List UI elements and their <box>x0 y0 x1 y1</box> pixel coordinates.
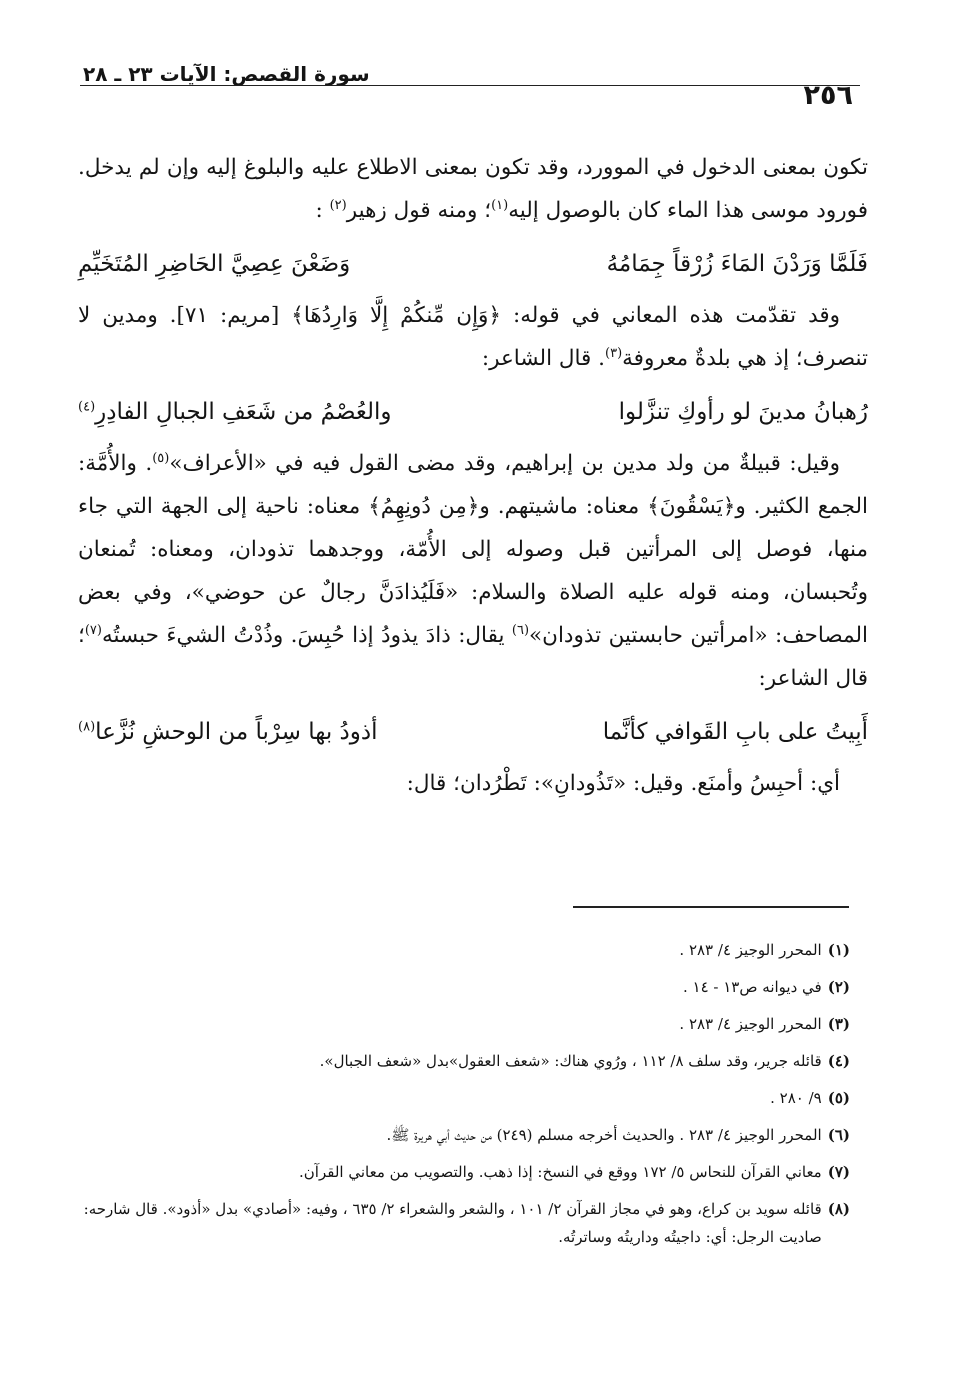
footnote <box>82 1125 850 1149</box>
text-run: ؛ قال الشاعر: <box>78 623 868 691</box>
footnote <box>82 1088 850 1112</box>
verse-right-hemistich: فَلَمَّا وَرَدْنَ المَاءَ زُرْقاً جِمَامُهُ <box>606 251 868 277</box>
footnote-ref: (٤) <box>78 399 96 415</box>
footnote-text: المحرر الوجيز ٤/ ٢٨٣ . والحديث أخرجه مسلم (٢٤٩) من حديث أبي هريرة ﷺ. <box>386 1126 822 1144</box>
text-run: . والأُمَّة: الجمع الكثير. و <box>78 451 868 519</box>
footnote-number: (١) <box>827 941 850 959</box>
paragraph-2 <box>78 294 868 380</box>
footnote-ref: (٣) <box>605 345 623 361</box>
page-number: ٢٥٦ <box>803 80 853 111</box>
text-run: يقال: ذادَ يذودُ إذا حُبِسَ. وذُدْتُ الشيءَ حبستُه <box>101 623 505 648</box>
paragraph-4: أي: أحبِسُ وأمنَع. وقيل: «تَذُودانِ»: تَطْرُدان؛ قال: <box>406 771 840 796</box>
text-run: معناه: ناحية إلى الجهة التي جاء منها، فوصل إلى المرأتين قبل وصوله إلى الأُمّة، ووجدهما تذودان، ومعناه: تُمنعان وتُحبسان، ومنه قوله عليه الصلاة والسلام: «فَلَيُذادَنَّ رجالٌ عن حوضي»، وفي بعض المصاحف: «امرأتين حابستين تذودان» <box>78 494 868 648</box>
footnote-ref: (١) <box>491 197 509 213</box>
poetry-verse-3 <box>78 710 868 754</box>
quran-quote: ﴿وَإِن مِّنكُمْ إِلَّا وَارِدُهَا﴾ <box>291 303 502 328</box>
footnote-text: المحرر الوجيز ٤/ ٢٨٣ . <box>679 941 822 959</box>
verse-left-hemistich: وَضَعْنَ عِصِيَّ الحَاضِرِ المُتَخَيِّمِ <box>78 251 351 277</box>
footnote-text: معاني القرآن للنحاس ٥/ ١٧٢ ووقع في النسخ: إذا ذهب. والتصويب من معاني القرآن. <box>299 1163 822 1181</box>
footnote-number: (٧) <box>827 1163 850 1181</box>
text-run: معناه: ماشيتهم. و <box>479 494 640 519</box>
footnote-ref: (٦) <box>511 622 530 638</box>
surah-title: سورة القصص: الآيات ٢٣ ـ ٢٨ <box>83 62 370 86</box>
footnote-ref: (٢) <box>329 197 347 213</box>
footnote-text: قائله سويد بن كراع، وهو في مجاز القرآن ٢/ ١٠١ ، والشعر والشعراء ٢/ ٦٣٥ ، وفيه: «أصادي» بدل «أذود». قال شارحه: صاديت الرجل: أي: داجيتُه وداريتُه وساترتُه. <box>83 1200 822 1246</box>
header-divider <box>80 85 860 86</box>
footnote <box>82 977 850 1001</box>
footnote-number: (٦) <box>827 1126 850 1144</box>
footnote <box>82 1199 850 1251</box>
footnote-number: (٣) <box>827 1015 850 1033</box>
main-text <box>78 146 868 805</box>
footnote-ref: (٧) <box>84 622 102 638</box>
footnote-text: قائله جرير، وقد سلف ٨/ ١١٢ ، ورُوي هناك: «شعف العقول»بدل «شعف الجبال». <box>319 1052 822 1070</box>
footnote-text: ٩/ ٢٨٠ . <box>770 1089 822 1107</box>
footnote <box>82 1162 850 1186</box>
verse-right-hemistich: أَبِيتُ على بابِ القَوافي كأنَّما <box>602 719 868 745</box>
footnote-ref: (٨) <box>78 719 96 735</box>
verse-right-hemistich: رُهبانُ مدينَ لو رأوكِ تنزَّلوا <box>618 399 868 425</box>
footnote-divider <box>573 906 849 908</box>
text-run: : <box>315 198 323 223</box>
text-run: وقد تقدّمت هذه المعاني في قوله: <box>513 303 841 328</box>
text-run: والعُصْمُ من شَعَفِ الجبالِ الفادِرِ <box>95 399 392 425</box>
footnote-text: المحرر الوجيز ٤/ ٢٨٣ . <box>679 1015 822 1033</box>
paragraph-3 <box>78 442 868 700</box>
text-run: . قال الشاعر: <box>481 346 606 371</box>
footnote <box>82 1014 850 1038</box>
footnote-number: (٥) <box>827 1089 850 1107</box>
poetry-verse-1 <box>78 242 868 286</box>
footnote <box>82 1051 850 1075</box>
text-run: أذودُ بها سِرْباً من الوحشِ نُزَّعا <box>95 719 378 745</box>
poetry-verse-2 <box>78 390 868 434</box>
text-run: تكون بمعنى الدخول في الموورد، وقد تكون بمعنى الاطلاع عليه والبلوغ إليه وإن لم يدخل. فورود موسى هذا الماء كان بالوصول إليه <box>78 155 868 223</box>
footnote-text: في ديوانه ص١٣ - ١٤ . <box>682 978 822 996</box>
quran-quote: ﴿يَسْقُونَ﴾ <box>647 494 736 519</box>
text-run: وقيل: قبيلةٌ من ولد مدين بن إبراهيم، وقد مضى القول فيه في «الأعراف» <box>169 451 840 476</box>
footnote-number: (٢) <box>827 978 850 996</box>
footnote <box>82 940 850 964</box>
running-header <box>83 60 853 111</box>
paragraph-1 <box>78 146 868 232</box>
text-run: ؛ ومنه قول زهير <box>346 198 492 223</box>
quran-quote: ﴿مِن دُونِهِمُ﴾ <box>368 494 480 519</box>
footnote-ref: (٥) <box>152 450 170 466</box>
verse-left-hemistich <box>78 710 378 754</box>
footnote-number: (٨) <box>827 1200 850 1218</box>
text-run: [مريم: ٧١]. ومدين لا تنصرف؛ إذ هي بلدةٌ معروفة <box>78 303 868 371</box>
verse-left-hemistich <box>78 390 392 434</box>
footnotes <box>82 940 850 1264</box>
footnote-number: (٤) <box>827 1052 850 1070</box>
